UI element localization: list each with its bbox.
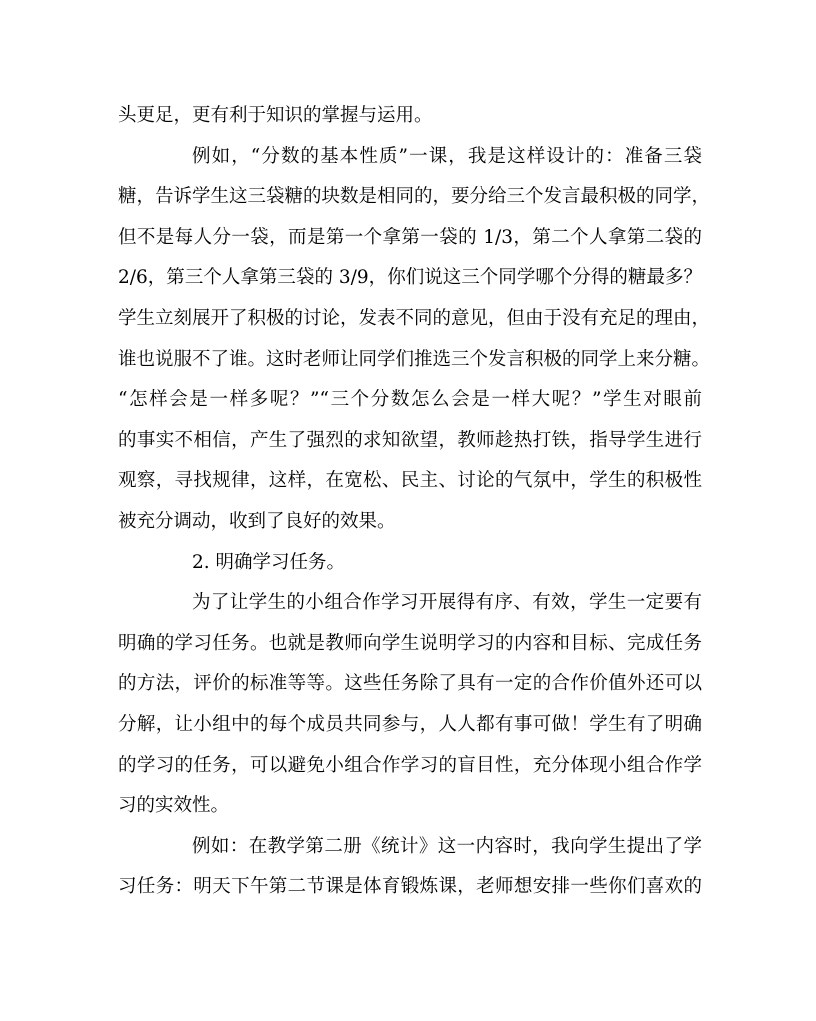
text-line: 明确的学习任务。也就是教师向学生说明学习的内容和目标、完成任务: [118, 632, 702, 654]
text-line: 例如，“分数的基本性质”一课，我是这样设计的：准备三袋: [192, 145, 702, 167]
body-text: [118, 96, 711, 908]
text-line: 谁也说服不了谁。这时老师让同学们推选三个发言积极的同学上来分糖。: [118, 348, 711, 370]
text-line: 分解，让小组中的每个成员共同参与，人人都有事可做！学生有了明确: [118, 713, 702, 735]
text-line: 学生立刻展开了积极的讨论，发表不同的意见，但由于没有充足的理由，: [118, 307, 711, 329]
text-line: “怎样会是一样多呢？”“三个分数怎么会是一样大呢？”学生对眼前: [118, 389, 702, 411]
text-line: 但不是每人分一袋，而是第一个拿第一袋的 1/3，第二个人拿第二袋的: [118, 226, 702, 248]
text-line: 的方法，评价的标准等等。这些任务除了具有一定的合作价值外还可以: [118, 673, 702, 695]
text-line: 习的实效性。: [118, 795, 230, 817]
text-line: 观察，寻找规律，这样，在宽松、民主、讨论的气氛中，学生的积极性: [118, 470, 702, 492]
text-line: 的学习的任务，可以避免小组合作学习的盲目性，充分体现小组合作学: [118, 754, 702, 776]
text-line: 被充分调动，收到了良好的效果。: [118, 510, 396, 532]
text-line: 头更足，更有利于知识的掌握与运用。: [118, 105, 433, 126]
text-line: 2/6，第三个人拿第三袋的 3/9，你们说这三个同学哪个分得的糖最多？: [118, 267, 702, 289]
text-line: 习任务：明天下午第二节课是体育锻炼课，老师想安排一些你们喜欢的: [118, 876, 702, 898]
text-line: 为了让学生的小组合作学习开展得有序、有效，学生一定要有: [192, 592, 702, 614]
text-line: 例如：在教学第二册《统计》这一内容时，我向学生提出了学: [192, 835, 702, 857]
text-line: 糖，告诉学生这三袋糖的块数是相同的，要分给三个发言最积极的同学，: [118, 186, 711, 208]
section-heading: 2. 明确学习任务。: [192, 551, 346, 573]
text-line: 的事实不相信，产生了强烈的求知欲望，教师趁热打铁，指导学生进行: [118, 429, 702, 451]
